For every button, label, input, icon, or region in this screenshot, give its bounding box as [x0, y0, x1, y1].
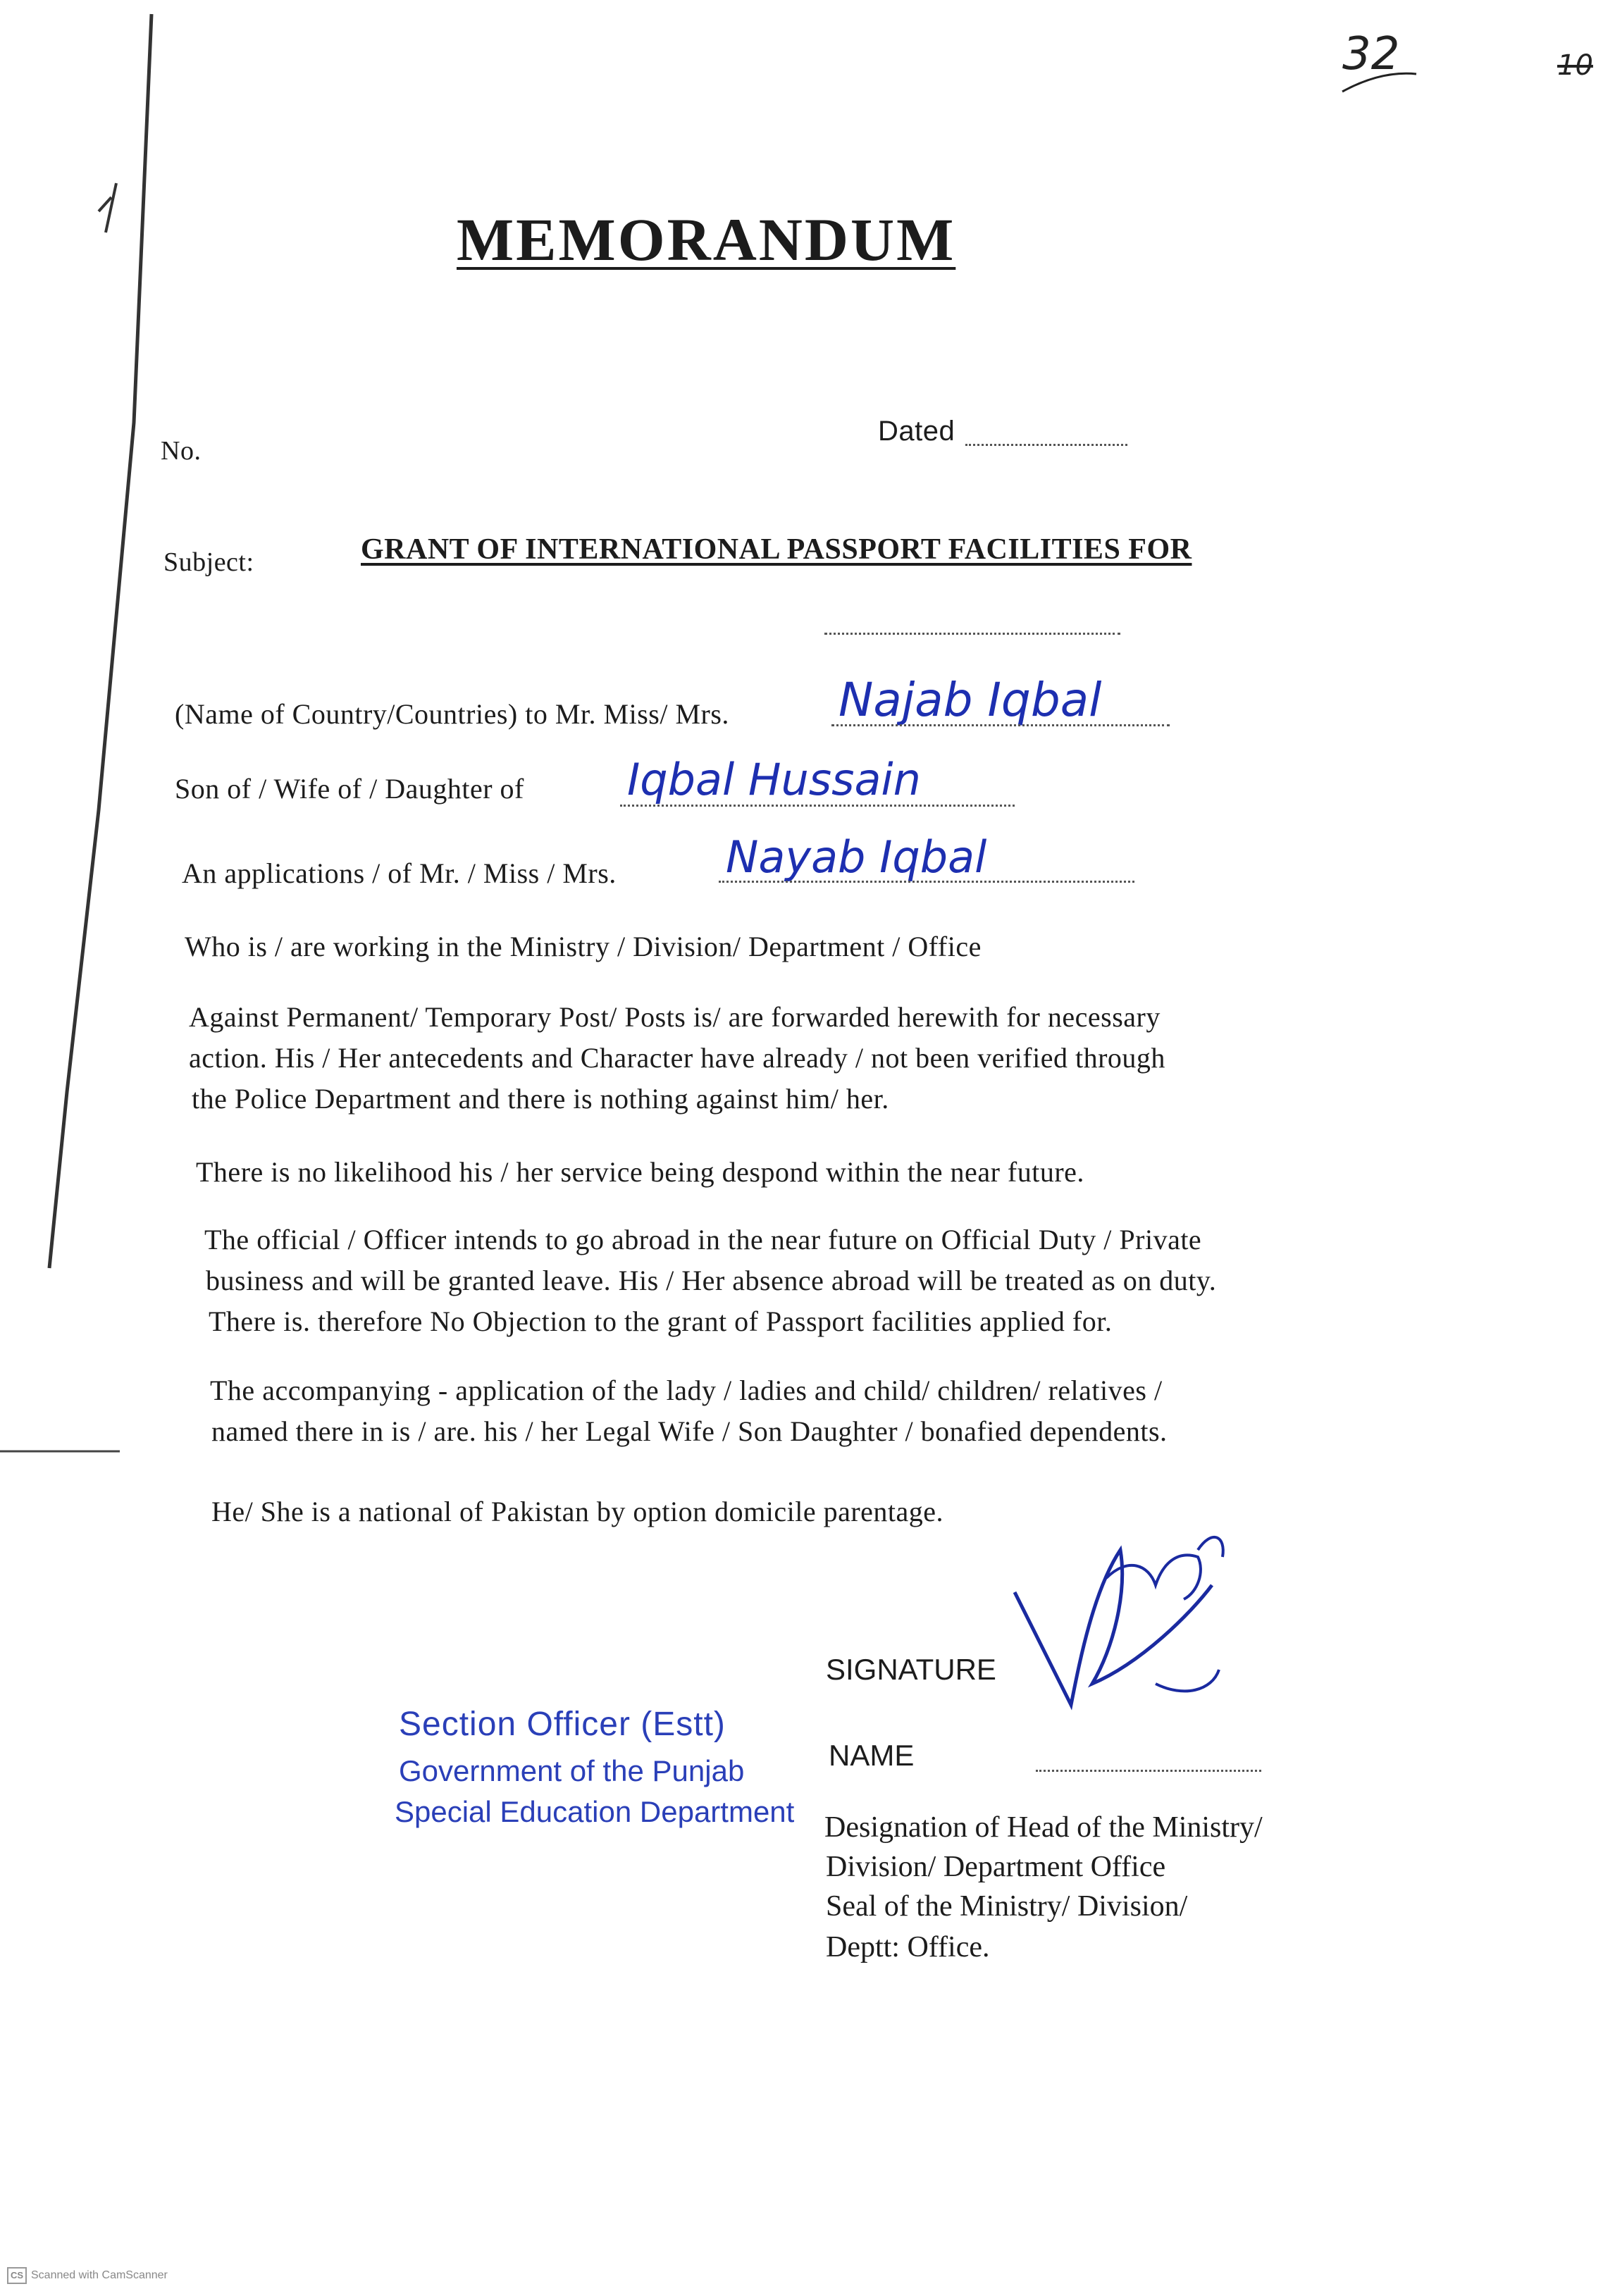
name-label: NAME [829, 1739, 915, 1772]
stamp-line-3: Special Education Department [395, 1795, 795, 1828]
stamp-line-1: Section Officer (Estt) [399, 1706, 726, 1743]
scanner-watermark [7, 2267, 168, 2284]
paragraph-3-line-2: business and will be granted leave. His / Her absence abroad will be treated as on duty. [206, 1265, 1217, 1296]
camscanner-icon: CS [7, 2267, 27, 2284]
page-number: 32 [1342, 28, 1400, 80]
paragraph-5-line-1: He/ She is a national of Pakistan by option domicile parentage. [211, 1496, 944, 1527]
paragraph-3-line-3: There is. therefore No Objection to the grant of Passport facilities applied for. [209, 1305, 1113, 1337]
stamp-line-2: Government of the Punjab [399, 1754, 745, 1787]
paragraph-4-line-1: The accompanying - application of the lady / ladies and child/ children/ relatives / [210, 1375, 1163, 1406]
handwritten-name: Najab Iqbal [839, 673, 1102, 727]
corner-mark: 10 [1557, 49, 1593, 82]
working-line: Who is / are working in the Ministry / Division/ Department / Office [185, 931, 982, 962]
paragraph-1-line-1: Against Permanent/ Temporary Post/ Posts is/ are forwarded herewith for necessary [189, 1001, 1161, 1033]
paragraph-1-line-3: the Police Department and there is nothing against him/ her. [192, 1083, 889, 1115]
handwritten-signature [986, 1508, 1240, 1712]
father-blank [620, 805, 1015, 807]
dated-label: Dated [878, 416, 955, 447]
scan-margin-line [0, 0, 183, 1550]
designation-line-4: Deptt: Office. [826, 1931, 990, 1963]
designation-line-3: Seal of the Ministry/ Division/ [826, 1890, 1188, 1923]
page-number-underline [1339, 70, 1423, 99]
paragraph-2-line-1: There is no likelihood his / her service being despond within the near future. [196, 1156, 1084, 1188]
dated-blank [965, 444, 1127, 446]
handwritten-applicant: Nayab Iqbal [726, 831, 987, 883]
name-blank [831, 724, 1170, 726]
paragraph-1-line-2: action. His / Her antecedents and Character have already / not been verified through [189, 1042, 1165, 1074]
designation-line-2: Division/ Department Office [826, 1851, 1166, 1883]
subject-label: Subject: [163, 547, 254, 577]
no-label: No. [161, 436, 202, 466]
scanner-watermark-text: Scanned with CamScanner [31, 2269, 168, 2281]
subject-text: GRANT OF INTERNATIONAL PASSPORT FACILITIES FOR [361, 533, 1192, 566]
country-line: (Name of Country/Countries) to Mr. Miss/ Mrs. [175, 698, 729, 730]
application-line: An applications / of Mr. / Miss / Mrs. [182, 857, 617, 889]
page-title: MEMORANDUM [457, 206, 956, 273]
paragraph-4-line-2: named there in is / are. his / her Legal Wife / Son Daughter / bonafied dependents. [211, 1415, 1168, 1447]
son-of-line: Son of / Wife of / Daughter of [175, 773, 524, 805]
applicant-blank [719, 881, 1134, 883]
handwritten-father: Iqbal Hussain [627, 754, 921, 805]
paragraph-3-line-1: The official / Officer intends to go abroad in the near future on Official Duty / Private [204, 1224, 1202, 1255]
designation-line-1: Designation of Head of the Ministry/ [824, 1811, 1263, 1844]
name-signature-blank [1036, 1770, 1261, 1772]
signature-label: SIGNATURE [826, 1653, 996, 1686]
subject-blank [824, 633, 1120, 635]
